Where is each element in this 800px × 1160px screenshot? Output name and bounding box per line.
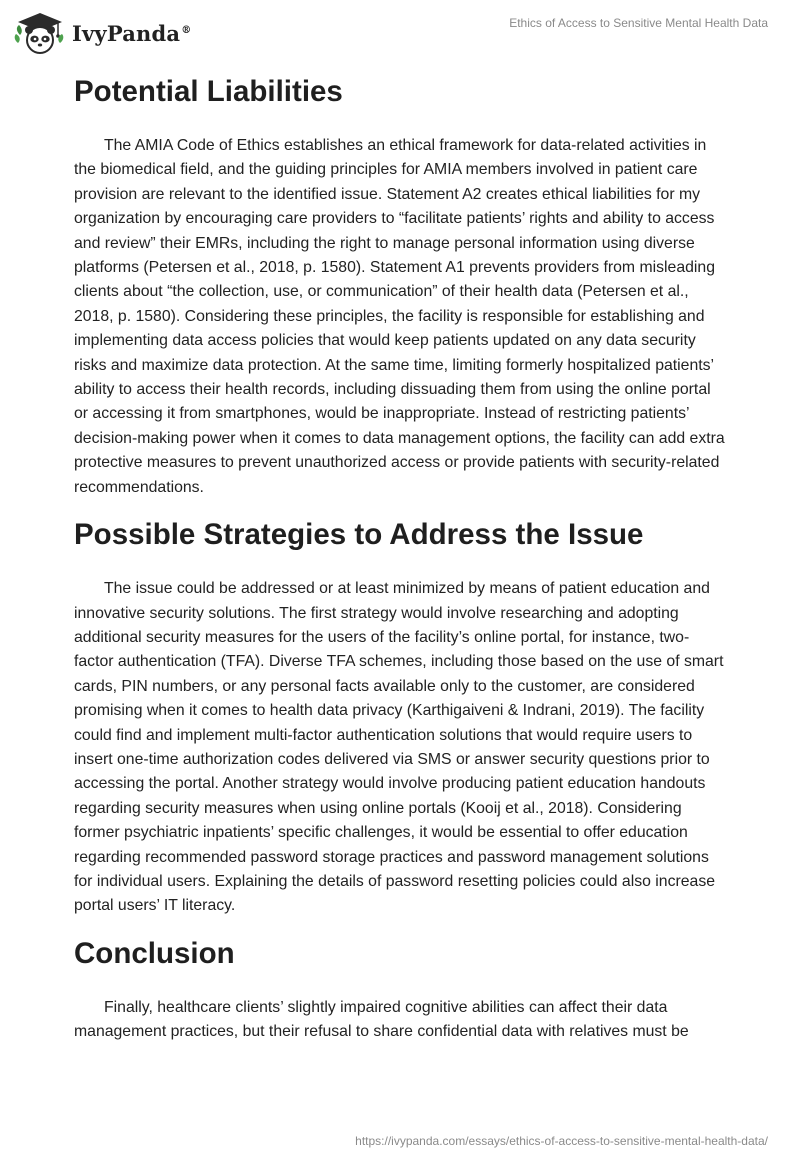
essay-content <box>74 70 728 1045</box>
page-header <box>0 0 800 60</box>
document-title: Ethics of Access to Sensitive Mental Health Data <box>509 16 768 30</box>
panda-graduate-icon <box>14 11 66 55</box>
paragraph-conclusion: Finally, healthcare clients’ slightly impaired cognitive abilities can affect their data management practices, but their refusal to share confidential data with relatives must be <box>74 998 689 1041</box>
heading-conclusion: Conclusion <box>74 936 235 970</box>
heading-possible-strategies: Possible Strategies to Address the Issue <box>74 518 644 552</box>
logo-wordmark: IvyPanda® <box>72 20 192 46</box>
paragraph-potential-liabilities: The AMIA Code of Ethics establishes an ethical framework for data-related activities in the biomedical field, and the guiding principles for AMIA members involved in patient care provision are relevant to the identified issue. Statement A2 creates ethical liabilities for my organization by encouraging care providers to “facilitate patients’ rights and ability to access and review” their EMRs, including the right to manage personal information using diverse platforms (Petersen et al., 2018, p. 1580). Statement A1 prevents providers from misleading clients about “the collection, use, or communication” of their health data (Petersen et al., 2018, p. 1580). Considering these principles, the facility is responsible for establishing and implementing data access policies that would keep patients updated on any data security risks and maximize data protection. At the same time, limiting formerly hospitalized patients’ ability to access their health records, including dissuading them from using the online portal or accessing it from smartphones, would be inappropriate. Instead of restricting patients’ decision-making power when it comes to data management options, the facility can add extra protective measures to prevent unauthorized access or provide patients with security-related recommendations. <box>74 137 725 496</box>
paragraph-possible-strategies: The issue could be addressed or at least minimized by means of patient education and innovative security solutions. The first strategy would involve researching and adopting additional security measures for the users of the facility’s online portal, for instance, two-factor authentication (TFA). Diverse TFA schemes, including those based on the use of smart cards, PIN numbers, or any personal facts available only to the customer, are considered promising when it comes to health data privacy (Karthigaiveni & Indrani, 2019). The facility could find and implement multi-factor authentication solutions that would require users to insert one-time authorization codes delivered via SMS or answer security questions prior to accessing the portal. Another strategy would involve producing patient education handouts regarding security measures when using online portals (Kooij et al., 2018). Considering former psychiatric inpatients’ specific challenges, it would be essential to offer education regarding recommended password storage practices and password management solutions for individual users. Explaining the details of password resetting policies could also increase portal users’ IT literacy. <box>74 580 724 915</box>
ivypanda-logo[interactable] <box>14 8 191 58</box>
heading-potential-liabilities: Potential Liabilities <box>74 75 343 108</box>
footer-source-url[interactable]: https://ivypanda.com/essays/ethics-of-access-to-sensitive-mental-health-data/ <box>355 1134 768 1148</box>
